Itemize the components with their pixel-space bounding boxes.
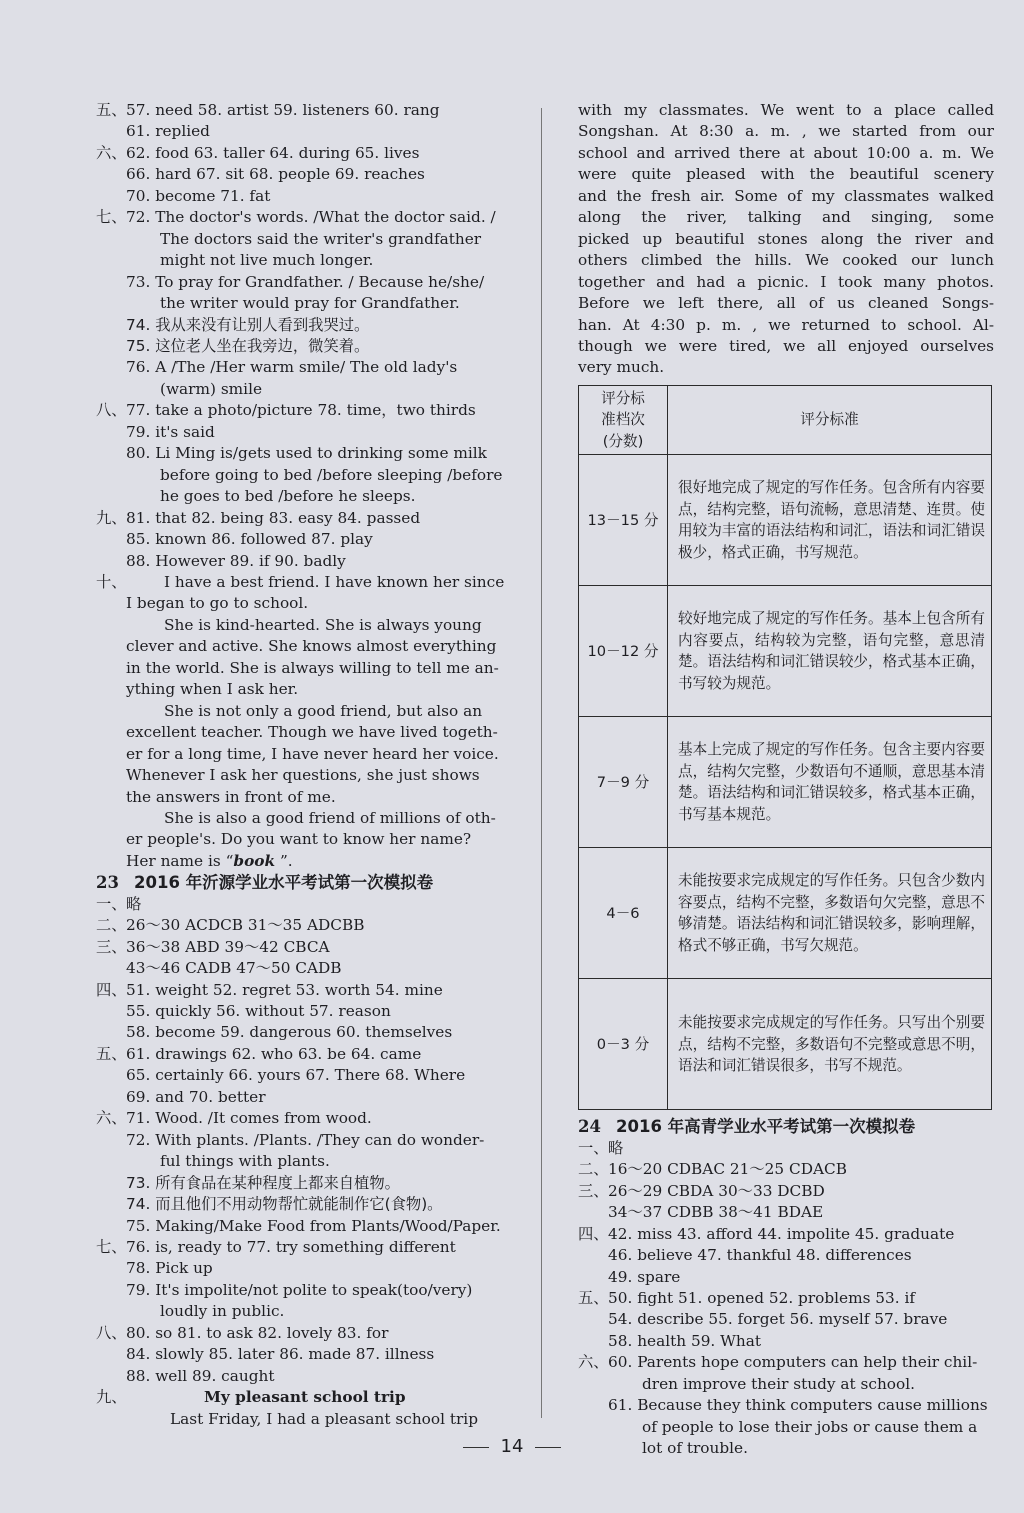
answer-line: 75. 这位老人坐在我旁边，微笑着。	[126, 336, 370, 355]
answer-line: lot of trouble.	[642, 1439, 748, 1458]
section-marker: 三、	[96, 937, 127, 956]
answer-line: 55. quickly 56. without 57. reason	[126, 1002, 391, 1021]
answer-line: 73. To pray for Grandfather. / Because he/she/	[126, 272, 485, 291]
exam-heading-23	[96, 872, 516, 893]
section-marker: 八、	[96, 401, 127, 420]
grading-row	[579, 848, 992, 979]
grading-row	[579, 455, 992, 586]
essay-text: ”.	[275, 851, 293, 870]
section-marker: 九、	[96, 508, 127, 527]
section-marker: 五、	[96, 101, 127, 119]
answer-line: of people to lose their jobs or cause them a	[642, 1417, 978, 1436]
header-band-line: (分数)	[602, 432, 644, 450]
answer-line: he goes to bed /before he sleeps.	[160, 487, 416, 506]
criteria-text: 未能按要求完成规定的写作任务。只写出个别要点，结构不完整，多数语句不完整或意思不明，语法和词汇错误很多，书写不规范。	[668, 979, 992, 1110]
section-marker: 四、	[578, 1224, 609, 1243]
answer-line: 略	[608, 1138, 624, 1157]
answer-line: 74. 我从来没有让别人看到我哭过。	[126, 315, 370, 334]
right-column	[578, 100, 994, 1460]
answer-line: 57. need 58. artist 59. listeners 60. rang	[126, 101, 440, 119]
section-marker: 八、	[96, 1323, 127, 1342]
answer-line: The doctors said the writer's grandfather	[160, 229, 482, 248]
answer-line: 26～29 CBDA 30～33 DCBD	[608, 1181, 825, 1200]
answer-line: dren improve their study at school.	[642, 1374, 915, 1393]
exam23-section-5	[96, 1044, 516, 1108]
answer-line: 26～30 ACDCB 31～35 ADCBB	[126, 916, 365, 935]
answer-line: 81. that 82. being 83. easy 84. passed	[126, 508, 421, 527]
answer-line: ful things with plants.	[160, 1152, 330, 1171]
exam24-section-4	[578, 1224, 994, 1288]
essay-line: school and arrived there at about 10:00 a. m. We	[578, 143, 994, 162]
answer-line: 58. become 59. dangerous 60. themselves	[126, 1023, 453, 1042]
exam24-section-3	[578, 1181, 994, 1224]
answer-line: 80. so 81. to ask 82. lovely 83. for	[126, 1323, 389, 1342]
exam23-section-8	[96, 1323, 516, 1387]
essay-line: Last Friday, I had a pleasant school trip	[170, 1409, 478, 1428]
essay-line: in the world. She is always willing to tell me an-	[126, 658, 499, 677]
exam23-section-3	[96, 937, 516, 980]
essay-line: excellent teacher. Though we have lived togeth-	[126, 723, 498, 742]
essay-line: I have a best friend. I have known her since	[164, 572, 505, 591]
essay-line: Songshan. At 8:30 a. m. , we started from our	[578, 122, 994, 141]
header-band-line: 评分标	[601, 389, 645, 407]
grading-row	[579, 979, 992, 1110]
essay-line: with my classmates. We went to a place called	[578, 101, 994, 119]
criteria-text: 基本上完成了规定的写作任务。包含主要内容要点，结构欠完整，少数语句不通顺，意思基本清楚。语法结构和词汇错误较多，格式基本正确，书写基本规范。	[668, 717, 992, 848]
grading-row	[579, 586, 992, 717]
score-band: 4－6	[579, 848, 668, 979]
answer-line: 34～37 CDBB 38～41 BDAE	[608, 1203, 824, 1222]
exam24-section-5	[578, 1288, 994, 1352]
answer-line: 76. is, ready to 77. try something different	[126, 1238, 456, 1257]
section-marker: 五、	[578, 1289, 609, 1308]
essay-line	[96, 851, 516, 872]
section-marker: 二、	[578, 1160, 609, 1179]
answer-line: 50. fight 51. opened 52. problems 53. if	[608, 1289, 916, 1308]
answer-line: before going to bed /before sleeping /before	[160, 465, 503, 484]
grading-table	[578, 385, 992, 1111]
answer-line: 72. The doctor's words. /What the doctor said. /	[126, 208, 496, 227]
answer-line: 46. believe 47. thankful 48. differences	[608, 1246, 912, 1265]
exam-number: 24	[578, 1117, 601, 1137]
score-band: 10－12 分	[579, 586, 668, 717]
section-marker: 二、	[96, 916, 127, 935]
column-divider	[541, 108, 542, 1418]
essay-line: others climbed the hills. We cooked our lunch	[578, 251, 994, 270]
essay-line: and the fresh air. Some of my classmates walked	[578, 186, 994, 205]
score-band: 7－9 分	[579, 717, 668, 848]
section-marker: 一、	[578, 1138, 609, 1157]
answer-line: 70. become 71. fat	[126, 186, 271, 205]
answer-line: 62. food 63. taller 64. during 65. lives	[126, 143, 420, 162]
essay-continuation	[578, 100, 994, 379]
section-marker: 六、	[578, 1353, 609, 1372]
section-marker: 三、	[578, 1181, 609, 1200]
essay-line: She is not only a good friend, but also an	[164, 701, 483, 720]
page-number	[0, 1436, 1024, 1457]
section-6	[96, 143, 516, 207]
section-marker: 七、	[96, 1238, 127, 1257]
exam23-section-6	[96, 1108, 516, 1237]
section-marker: 一、	[96, 894, 127, 913]
section-marker: 六、	[96, 143, 127, 162]
section-marker: 七、	[96, 208, 127, 227]
essay-line: very much.	[578, 358, 665, 377]
left-column	[96, 100, 516, 1430]
dash-right	[535, 1447, 561, 1448]
answer-line: 88. well 89. caught	[126, 1366, 275, 1385]
answer-line: 65. certainly 66. yours 67. There 68. Where	[126, 1066, 466, 1085]
section-marker: 六、	[96, 1109, 127, 1128]
header-criteria: 评分标准	[668, 385, 992, 455]
section-10-essay	[96, 572, 516, 872]
answer-line: 75. Making/Make Food from Plants/Wood/Paper.	[126, 1216, 501, 1235]
answer-line: 72. With plants. /Plants. /They can do wonder-	[126, 1130, 485, 1149]
essay-line: together and had a picnic. I took many photos.	[578, 272, 994, 291]
answer-line: 16～20 CDBAC 21～25 CDACB	[608, 1160, 847, 1179]
essay-emphasis: book	[233, 851, 276, 870]
answer-line: 43～46 CADB 47～50 CADB	[126, 959, 342, 978]
answer-line: 66. hard 67. sit 68. people 69. reaches	[126, 165, 425, 184]
essay-line: clever and active. She knows almost everything	[126, 637, 497, 656]
score-band: 0－3 分	[579, 979, 668, 1110]
exam23-section-4	[96, 980, 516, 1044]
essay-line: the answers in front of me.	[126, 787, 336, 806]
answer-line: (warm) smile	[160, 379, 263, 398]
answer-line: 69. and 70. better	[126, 1087, 266, 1106]
essay-line: Whenever I ask her questions, she just shows	[126, 766, 480, 785]
answer-line: 36～38 ABD 39～42 CBCA	[126, 937, 330, 956]
section-marker: 五、	[96, 1044, 127, 1063]
answer-line: 61. Because they think computers cause millions	[608, 1396, 988, 1415]
exam-title: 2016 年高青学业水平考试第一次模拟卷	[616, 1117, 916, 1137]
section-8	[96, 400, 516, 507]
section-marker: 九、	[96, 1388, 127, 1407]
answer-line: 58. health 59. What	[608, 1331, 761, 1350]
answer-line: 73. 所有食品在某种程度上都来自植物。	[126, 1173, 400, 1192]
answer-line: 88. However 89. if 90. badly	[126, 551, 346, 570]
answer-line: might not live much longer.	[160, 251, 374, 270]
answer-line: 71. Wood. /It comes from wood.	[126, 1109, 372, 1128]
answer-line: 51. weight 52. regret 53. worth 54. mine	[126, 980, 443, 999]
answer-line: 54. describe 55. forget 56. myself 57. brave	[608, 1310, 948, 1329]
section-marker: 十、	[96, 572, 127, 591]
criteria-text: 很好地完成了规定的写作任务。包含所有内容要点，结构完整，语句流畅，意思清楚、连贯。使用较为丰富的语法结构和词汇，语法和词汇错误极少，格式正确，书写规范。	[668, 455, 992, 586]
criteria-text: 未能按要求完成规定的写作任务。只包含少数内容要点，结构不完整，多数语句欠完整，意思不够清楚。语法结构和词汇错误较多，影响理解，格式不够正确，书写欠规范。	[668, 848, 992, 979]
answer-line: 80. Li Ming is/gets used to drinking some milk	[126, 444, 487, 463]
essay-title: My pleasant school trip	[204, 1388, 406, 1407]
score-band: 13－15 分	[579, 455, 668, 586]
essay-line: though we were tired, we all enjoyed ourselves	[578, 336, 994, 355]
answer-line: 85. known 86. followed 87. play	[126, 530, 373, 549]
exam23-section-7	[96, 1237, 516, 1323]
answer-line: 42. miss 43. afford 44. impolite 45. graduate	[608, 1224, 955, 1243]
answer-line: the writer would pray for Grandfather.	[160, 294, 460, 313]
answer-line: 74. 而且他们不用动物帮忙就能制作它(食物)。	[126, 1195, 443, 1214]
exam-number: 23	[96, 873, 119, 893]
answer-line: 76. A /The /Her warm smile/ The old lady's	[126, 358, 458, 377]
page-number-text: 14	[500, 1436, 524, 1457]
essay-line: She is also a good friend of millions of oth-	[164, 808, 496, 827]
essay-line: were quite pleased with the beautiful scenery	[578, 165, 994, 184]
exam-heading-24	[578, 1116, 994, 1137]
answer-line: 79. it's said	[126, 422, 215, 441]
dash-left	[463, 1447, 489, 1448]
exam-title: 2016 年沂源学业水平考试第一次模拟卷	[134, 873, 434, 893]
section-9	[96, 508, 516, 572]
essay-line: She is kind-hearted. She is always young	[164, 615, 482, 634]
section-7	[96, 207, 516, 400]
essay-line: I began to go to school.	[126, 594, 309, 613]
answer-line: 77. take a photo/picture 78. time，two thirds	[126, 401, 476, 420]
answer-line: 60. Parents hope computers can help their chil-	[608, 1353, 978, 1372]
answer-line: 84. slowly 85. later 86. made 87. illness	[126, 1345, 435, 1364]
section-marker: 四、	[96, 980, 127, 999]
essay-line: han. At 4:30 p. m. , we returned to school. Al-	[578, 315, 994, 334]
exam23-section-9	[96, 1387, 516, 1430]
answer-line: 略	[126, 894, 142, 913]
grading-row	[579, 717, 992, 848]
essay-line: picked up beautiful stones along the river and	[578, 229, 994, 248]
answer-line: 78. Pick up	[126, 1259, 213, 1278]
section-5	[96, 100, 516, 143]
header-band-line: 准档次	[601, 411, 645, 429]
essay-line: along the river, talking and singing, some	[578, 208, 994, 227]
essay-line: Before we left there, all of us cleaned Songs-	[578, 294, 994, 313]
answer-line: 79. It's impolite/not polite to speak(too/very)	[126, 1280, 473, 1299]
essay-line: er people's. Do you want to know her name?	[126, 830, 472, 849]
essay-line: ything when I ask her.	[126, 680, 299, 699]
header-band	[579, 385, 668, 455]
essay-text: Her name is “	[126, 851, 234, 870]
essay-line: er for a long time, I have never heard her voice.	[126, 744, 499, 763]
answer-line: loudly in public.	[160, 1302, 285, 1321]
grading-table-header	[579, 385, 992, 455]
criteria-text: 较好地完成了规定的写作任务。基本上包含所有内容要点，结构较为完整，语句完整，意思清楚。语法结构和词汇错误较少，格式基本正确，书写较为规范。	[668, 586, 992, 717]
answer-line: 61. drawings 62. who 63. be 64. came	[126, 1044, 422, 1063]
answer-line: 61. replied	[126, 122, 210, 141]
answer-line: 49. spare	[608, 1267, 681, 1286]
